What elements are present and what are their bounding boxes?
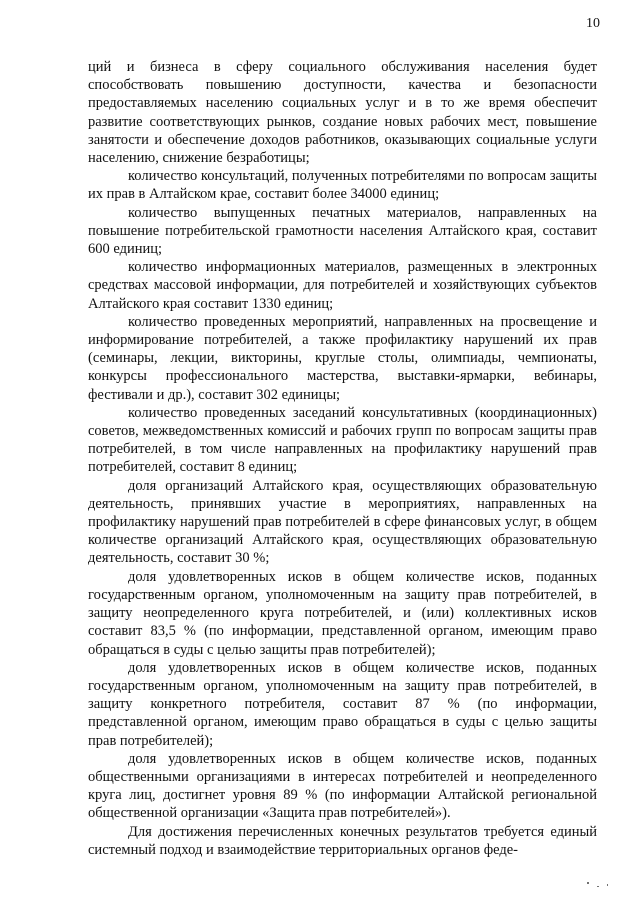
- paragraph: Для достижения перечисленных конечных результатов требуется единый системный подход и взаимодействие территориальных органов феде-: [88, 823, 597, 858]
- paragraph: ций и бизнеса в сферу социального обслуживания населения будет способствовать повышению доступности, качества и безопасности предоставляемых населению социальных услуг и в то же время обеспечит развитие соответствующих рынков, создание новых рабочих мест, повышение занятости и обеспечение доходов работников, оказывающих социальные услуги населению, снижение безработицы;: [88, 59, 597, 167]
- paragraph: количество выпущенных печатных материалов, направленных на повышение потребительской грамотности населения Алтайского края, составит 600 единиц;: [88, 204, 597, 258]
- paragraph: доля удовлетворенных исков в общем количестве исков, поданных государственным органом, уполномоченным на защиту прав потребителей, в защиту конкретного потребителя, составит 87 % (по информации, представленной органом, имеющим право обращаться в суды с целью защиты прав потребителей);: [88, 659, 597, 749]
- paragraph: количество консультаций, полученных потребителями по вопросам защиты их прав в Алтайском крае, составит более 34000 единиц;: [88, 168, 597, 203]
- paragraph: доля удовлетворенных исков в общем количестве исков, поданных общественными организациями в интересах потребителей и неопределенного круга лиц, достигнет уровня 89 % (по информации Алтайской региональной общественной организации «Защита прав потребителей»).: [88, 750, 597, 822]
- paragraph: доля удовлетворенных исков в общем количестве исков, поданных государственным органом, уполномоченным на защиту прав потребителей, в защиту неопределенного круга потребителей, и (или) коллективных исков составит 83,5 % (по информации, представленной органом, имеющим право обращаться в суды с целью защиты прав потребителей);: [88, 568, 597, 658]
- scan-artifact: [597, 886, 599, 887]
- paragraph: доля организаций Алтайского края, осуществляющих образовательную деятельность, принявших участие в мероприятиях, направленных на профилактику нарушений прав потребителей в сфере финансовых услуг, в общем количестве организаций Алтайского края, осуществляющих образовательную деятельность, составит 30 %;: [88, 477, 597, 567]
- page-number: 10: [586, 16, 600, 31]
- paragraph: количество информационных материалов, размещенных в электронных средствах массовой информации, для потребителей и хозяйствующих субъектов Алтайского края составит 1330 единиц;: [88, 259, 597, 312]
- document-body: [88, 58, 597, 859]
- paragraph: количество проведенных заседаний консультативных (координационных) советов, межведомственных комиссий и рабочих групп по вопросам защиты прав потребителей, в том числе направленных на профилактику нарушений прав потребителей, составит 8 единиц;: [88, 404, 597, 476]
- scan-artifact: [607, 884, 608, 886]
- paragraph: количество проведенных мероприятий, направленных на просвещение и информирование потребителей, а также профилактику нарушений их прав (семинары, лекции, викторины, круглые столы, олимпиады, чемпионаты, конкурсы профессионального мастерства, выставки-ярмарки, вебинары, фестивали и др.), составит 302 единицы;: [88, 313, 597, 403]
- scan-artifact: [587, 882, 589, 884]
